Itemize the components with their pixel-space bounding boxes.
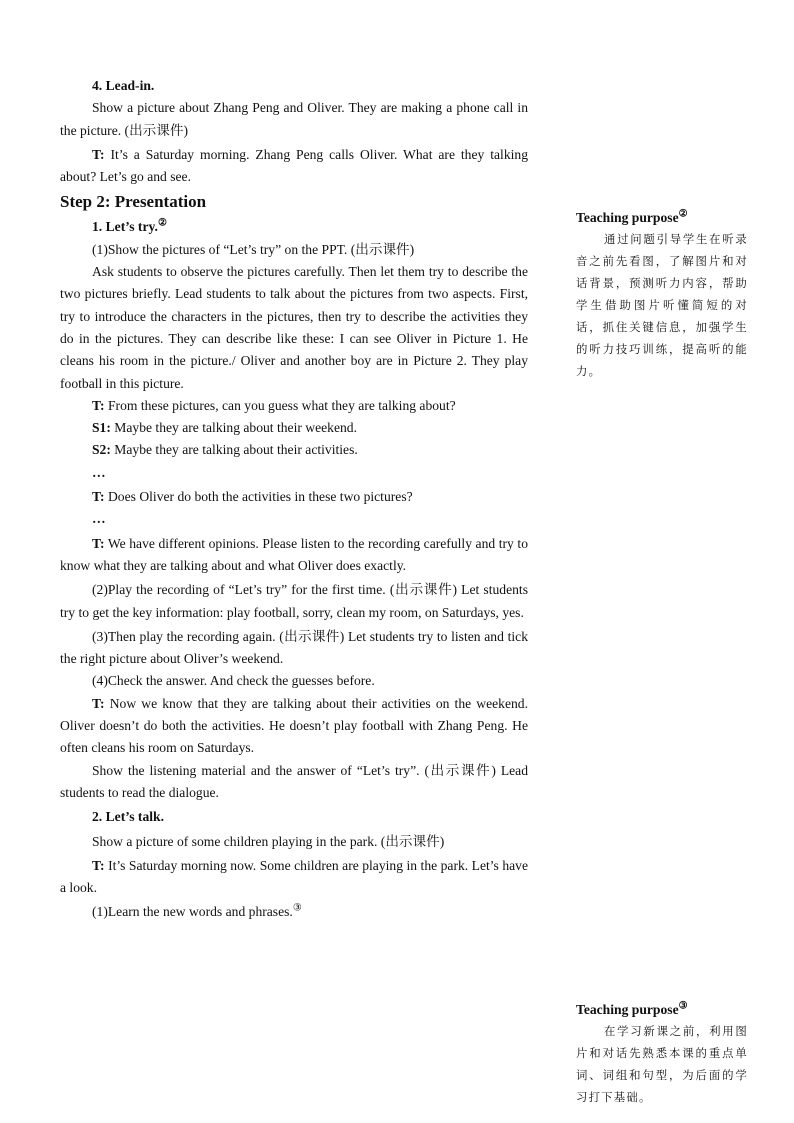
- speaker-text: Maybe they are talking about their activities.: [110, 442, 358, 458]
- lets-try-item-4: (4)Check the answer. And check the guesses before.: [92, 673, 375, 689]
- ellipsis: …: [92, 511, 107, 527]
- speaker-text: Does Oliver do both the activities in these two pictures?: [104, 489, 413, 505]
- note-body: 通过问题引导学生在听录音之前先看图，了解图片和对话背景，预测听力内容，帮助学生借助图片听懂简短的对话，抓住关键信息，加强学生的听力技巧训练，提高听的能力。: [576, 232, 748, 378]
- lets-try-show: Show the listening material and the answer of “Let’s try”. (出示课件) Lead students to read the dialogue.: [60, 762, 528, 800]
- ellipsis: …: [92, 464, 107, 480]
- speaker-text: It’s a Saturday morning. Zhang Peng calls Oliver. What are they talking about? Let’s go and see.: [60, 146, 528, 185]
- note-marker: ③: [292, 902, 302, 914]
- note-title-text: Teaching purpose: [576, 1002, 679, 1017]
- speaker-label: T:: [92, 535, 105, 551]
- speaker-label: T:: [92, 146, 105, 162]
- speaker-label: T:: [92, 397, 105, 413]
- lets-try-title: 1. Let’s try.: [92, 219, 158, 235]
- note-body: 在学习新课之前，利用图片和对话先熟悉本课的重点单词、词组和句型，为后面的学习打下基础。: [576, 1024, 748, 1104]
- lets-talk-item-1: [60, 901, 528, 923]
- lets-talk-item-text: (1)Learn the new words and phrases.: [92, 904, 293, 920]
- lets-try-ask: Ask students to observe the pictures carefully. Then let them try to describe the two pictures briefly. Lead students to talk about the pictures from two aspects. First, try to introduce the characters in the pictures, then try to describe the activities they do in the pictures. They can describe like these: I can see Oliver in Picture 1. He cleans his room in the picture./ Oliver and another boy are in Picture 2. They play football in this picture.: [60, 264, 528, 391]
- note-title: [576, 208, 748, 228]
- lead-in-paragraph: Show a picture about Zhang Peng and Oliver. They are making a phone call in the picture. (出示课件): [60, 100, 528, 138]
- lets-try-item-2: (2)Play the recording of “Let’s try” for the first time. (出示课件) Let students try to get the key information: play football, sorry, clean my room, on Saturdays, yes.: [60, 582, 528, 620]
- speaker-text: Maybe they are talking about their weekend.: [110, 420, 357, 436]
- teaching-purpose-note-2: [576, 208, 748, 382]
- dialogue-line: [60, 855, 528, 900]
- lead-in-heading: 4. Lead-in.: [92, 78, 155, 93]
- dialogue-line: [60, 417, 528, 439]
- speaker-label: S2:: [92, 442, 111, 458]
- lets-try-heading: [60, 216, 528, 238]
- speaker-text: It’s Saturday morning now. Some children are playing in the park. Let’s have a look.: [60, 857, 528, 896]
- dialogue-line: [60, 439, 528, 461]
- speaker-label: T:: [92, 857, 105, 873]
- lets-try-item-1: (1)Show the pictures of “Let’s try” on the PPT. (出示课件): [92, 241, 415, 257]
- teacher-line: [60, 144, 528, 189]
- lets-talk-show: Show a picture of some children playing in the park. (出示课件): [92, 833, 445, 849]
- lets-talk-heading: 2. Let’s talk.: [92, 809, 164, 825]
- speaker-text: We have different opinions. Please listen to the recording carefully and try to know what they are talking about and what Oliver does exactly.: [60, 535, 528, 573]
- note-marker: ②: [678, 208, 688, 220]
- note-marker: ②: [157, 217, 167, 229]
- note-title-text: Teaching purpose: [576, 210, 679, 225]
- speaker-text: From these pictures, can you guess what they are talking about?: [104, 397, 456, 413]
- dialogue-line: [60, 486, 528, 508]
- speaker-label: T:: [92, 489, 105, 505]
- main-column: [60, 75, 528, 924]
- step-heading: Step 2: Presentation: [60, 192, 207, 212]
- note-title: [576, 1000, 748, 1020]
- note-marker: ③: [678, 1000, 688, 1012]
- lets-try-item-3: (3)Then play the recording again. (出示课件) Let students try to listen and tick the right picture about Oliver’s weekend.: [60, 628, 528, 667]
- dialogue-line: [60, 693, 528, 760]
- dialogue-line: [60, 533, 528, 578]
- speaker-text: Now we know that they are talking about their activities on the weekend. Oliver doesn’t do both the activities. He doesn’t play football with Zhang Peng. He often cleans his room on Saturdays.: [60, 695, 528, 756]
- teaching-purpose-note-3: [576, 1000, 748, 1108]
- speaker-label: T:: [92, 695, 105, 711]
- speaker-label: S1:: [92, 420, 111, 436]
- dialogue-line: [60, 395, 528, 417]
